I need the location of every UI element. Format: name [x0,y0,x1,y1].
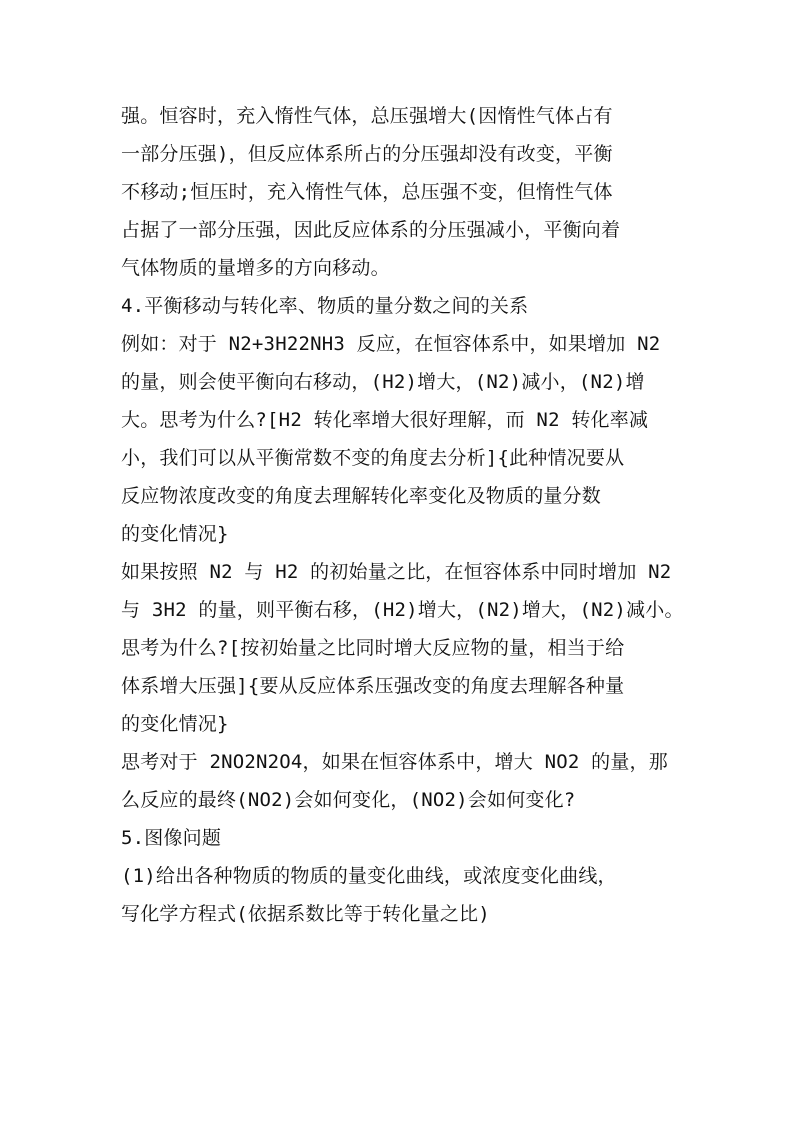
text-line: 一部分压强)，但反应体系所占的分压强却没有改变，平衡 [121,143,613,165]
text-line: 占据了一部分压强，因此反应体系的分压强减小，平衡向着 [121,219,621,241]
text-line: 与 3H2 的量，则平衡右移，(H2)增大，(N2)增大，(N2)减小。 [121,599,684,621]
text-line: 的量，则会使平衡向右移动，(H2)增大，(N2)减小，(N2)增 [121,371,645,393]
section-heading: 5.图像问题 [121,827,222,849]
text-line: 么反应的最终(NO2)会如何变化，(NO2)会如何变化? [121,789,576,811]
text-line: 体系增大压强]{要从反应体系压强改变的角度去理解各种量 [121,675,625,697]
text-line: 思考对于 2NO2N2O4，如果在恒容体系中，增大 NO2 的量，那 [121,751,668,773]
text-line: 思考为什么?[按初始量之比同时增大反应物的量，相当于给 [121,637,625,659]
section-heading: 4.平衡移动与转化率、物质的量分数之间的关系 [121,295,529,317]
text-line: 小，我们可以从平衡常数不变的角度去分析]{此种情况要从 [121,447,625,469]
text-line: 如果按照 N2 与 H2 的初始量之比，在恒容体系中同时增加 N2 [121,561,672,583]
text-line: 的变化情况} [121,523,229,545]
text-line: 气体物质的量增多的方向移动。 [121,257,390,279]
text-line: 反应物浓度改变的角度去理解转化率变化及物质的量分数 [121,485,602,507]
text-line: 强。恒容时，充入惰性气体，总压强增大(因惰性气体占有 [121,105,613,127]
text-line: 不移动;恒压时，充入惰性气体，总压强不变，但惰性气体 [121,181,613,203]
text-line: 写化学方程式(依据系数比等于转化量之比) [121,903,490,925]
text-line: (1)给出各种物质的物质的量变化曲线，或浓度变化曲线， [121,865,617,887]
text-line: 的变化情况} [121,713,229,735]
text-line: 大。思考为什么?[H2 转化率增大很好理解，而 N2 转化率减 [121,409,649,431]
text-line: 例如：对于 N2+3H22NH3 反应，在恒容体系中，如果增加 N2 [121,333,661,355]
